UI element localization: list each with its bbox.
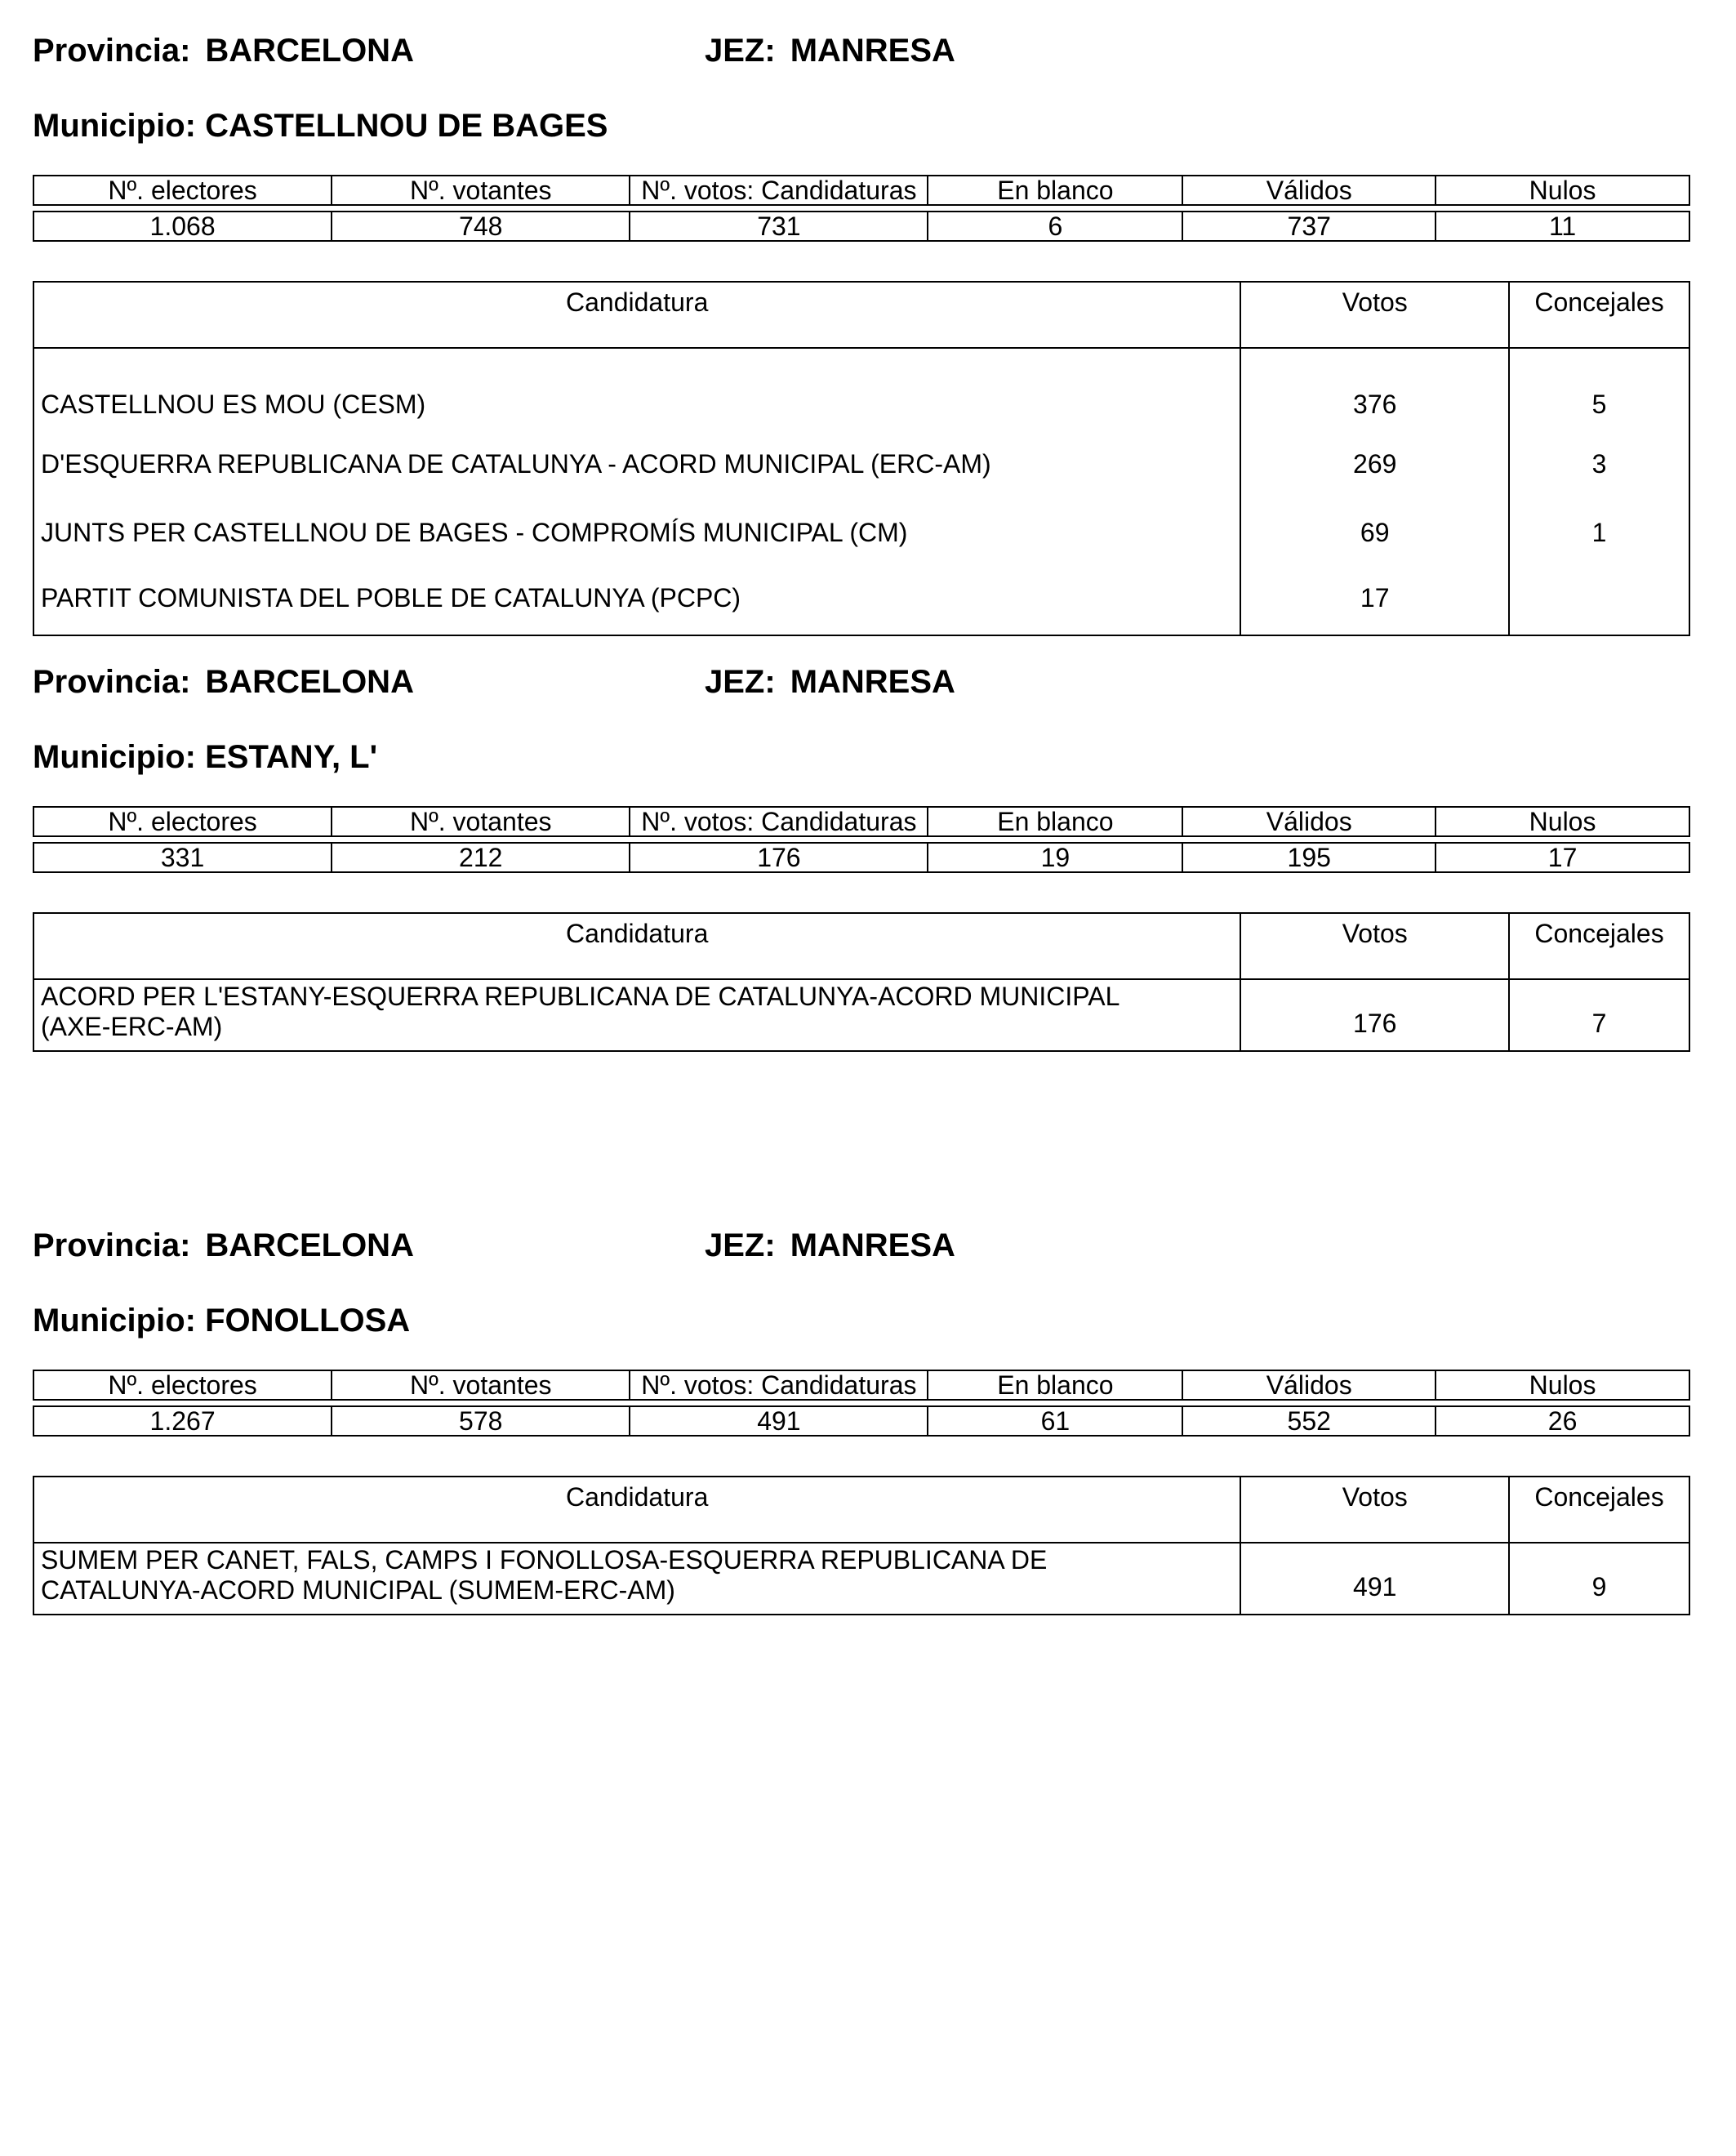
candidatura-header: Candidatura	[33, 282, 1240, 348]
summary-value: 17	[1436, 843, 1689, 872]
table-row	[33, 1543, 1689, 1615]
summary-value: 737	[1182, 212, 1436, 241]
table-row	[33, 498, 1689, 567]
summary-header: En blanco	[928, 807, 1182, 836]
summary-header: Nº. votantes	[332, 176, 630, 205]
jez-value: MANRESA	[790, 664, 955, 700]
summary-header: Nº. votos: Candidaturas	[630, 176, 928, 205]
summary-value: 212	[332, 843, 630, 872]
summary-value: 61	[928, 1406, 1182, 1436]
provincia-value: BARCELONA	[205, 1227, 414, 1263]
summary-header: Nº. votos: Candidaturas	[630, 807, 928, 836]
votos-value: 269	[1240, 430, 1509, 498]
results-header-row	[33, 913, 1689, 979]
municipio-heading: Municipio: ESTANY, L'	[33, 739, 378, 775]
table-row	[33, 979, 1689, 1051]
results-table	[33, 912, 1690, 1052]
summary-value: 195	[1182, 843, 1436, 872]
municipio-heading: Municipio: FONOLLOSA	[33, 1303, 411, 1339]
summary-table	[33, 806, 1690, 873]
votos-value: 376	[1240, 348, 1509, 430]
provincia-heading: Provincia: BARCELONA	[33, 664, 414, 700]
summary-header: Nulos	[1436, 1370, 1689, 1400]
votos-value: 176	[1240, 979, 1509, 1051]
summary-value: 578	[332, 1406, 630, 1436]
concejales-value: 3	[1509, 430, 1689, 498]
candidatura-name: SUMEM PER CANET, FALS, CAMPS I FONOLLOSA-ESQUERRA REPUBLICANA DE CATALUNYA-ACORD MUNICIPAL (SUMEM-ERC-AM)	[33, 1543, 1240, 1615]
votos-value: 69	[1240, 498, 1509, 567]
summary-header: Nº. votantes	[332, 807, 630, 836]
summary-value: 26	[1436, 1406, 1689, 1436]
summary-value: 19	[928, 843, 1182, 872]
summary-value: 1.267	[33, 1406, 332, 1436]
summary-header-row	[33, 1370, 1689, 1400]
results-header-row	[33, 282, 1689, 348]
provincia-value: BARCELONA	[205, 664, 414, 700]
votos-value: 17	[1240, 567, 1509, 635]
concejales-value: 9	[1509, 1543, 1689, 1615]
candidatura-name: JUNTS PER CASTELLNOU DE BAGES - COMPROMÍS MUNICIPAL (CM)	[33, 498, 1240, 567]
summary-header: Válidos	[1182, 1370, 1436, 1400]
summary-value: 176	[630, 843, 928, 872]
candidatura-name: ACORD PER L'ESTANY-ESQUERRA REPUBLICANA DE CATALUNYA-ACORD MUNICIPAL (AXE-ERC-AM)	[33, 979, 1240, 1051]
results-header-row	[33, 1477, 1689, 1543]
summary-value-row	[33, 1406, 1689, 1436]
candidatura-header: Candidatura	[33, 913, 1240, 979]
candidatura-header: Candidatura	[33, 1477, 1240, 1543]
concejales-value: 7	[1509, 979, 1689, 1051]
candidatura-name: D'ESQUERRA REPUBLICANA DE CATALUNYA - ACORD MUNICIPAL (ERC-AM)	[33, 430, 1240, 498]
concejales-header: Concejales	[1509, 913, 1689, 979]
summary-table	[33, 175, 1690, 242]
summary-value: 331	[33, 843, 332, 872]
summary-value: 731	[630, 212, 928, 241]
concejales-header: Concejales	[1509, 282, 1689, 348]
municipio-value: CASTELLNOU DE BAGES	[205, 108, 608, 144]
table-row	[33, 348, 1689, 430]
concejales-value: 1	[1509, 498, 1689, 567]
table-row	[33, 567, 1689, 635]
summary-header: En blanco	[928, 176, 1182, 205]
summary-header: En blanco	[928, 1370, 1182, 1400]
summary-table	[33, 1370, 1690, 1437]
summary-header: Nº. electores	[33, 176, 332, 205]
votos-header: Votos	[1240, 1477, 1509, 1543]
jez-heading: JEZ: MANRESA	[705, 33, 955, 69]
summary-header: Nº. votantes	[332, 1370, 630, 1400]
votos-header: Votos	[1240, 282, 1509, 348]
municipio-heading: Municipio: CASTELLNOU DE BAGES	[33, 108, 608, 144]
jez-value: MANRESA	[790, 1227, 955, 1263]
jez-heading: JEZ: MANRESA	[705, 664, 955, 700]
provincia-heading: Provincia: BARCELONA	[33, 1227, 414, 1263]
summary-header: Válidos	[1182, 176, 1436, 205]
summary-value: 11	[1436, 212, 1689, 241]
summary-header: Nº. electores	[33, 1370, 332, 1400]
votos-value: 491	[1240, 1543, 1509, 1615]
summary-header: Nulos	[1436, 807, 1689, 836]
candidatura-name: PARTIT COMUNISTA DEL POBLE DE CATALUNYA (PCPC)	[33, 567, 1240, 635]
concejales-value	[1509, 567, 1689, 635]
summary-value: 1.068	[33, 212, 332, 241]
results-table	[33, 281, 1690, 636]
summary-header-row	[33, 807, 1689, 836]
summary-header: Nº. votos: Candidaturas	[630, 1370, 928, 1400]
results-table	[33, 1476, 1690, 1615]
summary-value: 552	[1182, 1406, 1436, 1436]
summary-value: 6	[928, 212, 1182, 241]
votos-header: Votos	[1240, 913, 1509, 979]
table-row	[33, 430, 1689, 498]
summary-header: Nulos	[1436, 176, 1689, 205]
jez-value: MANRESA	[790, 33, 955, 69]
summary-value-row	[33, 212, 1689, 241]
summary-header: Nº. electores	[33, 807, 332, 836]
summary-value-row	[33, 843, 1689, 872]
municipio-value: FONOLLOSA	[205, 1303, 411, 1339]
provincia-value: BARCELONA	[205, 33, 414, 69]
summary-header-row	[33, 176, 1689, 205]
summary-value: 491	[630, 1406, 928, 1436]
summary-value: 748	[332, 212, 630, 241]
municipio-value: ESTANY, L'	[205, 739, 378, 775]
concejales-value: 5	[1509, 348, 1689, 430]
concejales-header: Concejales	[1509, 1477, 1689, 1543]
candidatura-name: CASTELLNOU ES MOU (CESM)	[33, 348, 1240, 430]
jez-heading: JEZ: MANRESA	[705, 1227, 955, 1263]
provincia-heading: Provincia: BARCELONA	[33, 33, 414, 69]
summary-header: Válidos	[1182, 807, 1436, 836]
